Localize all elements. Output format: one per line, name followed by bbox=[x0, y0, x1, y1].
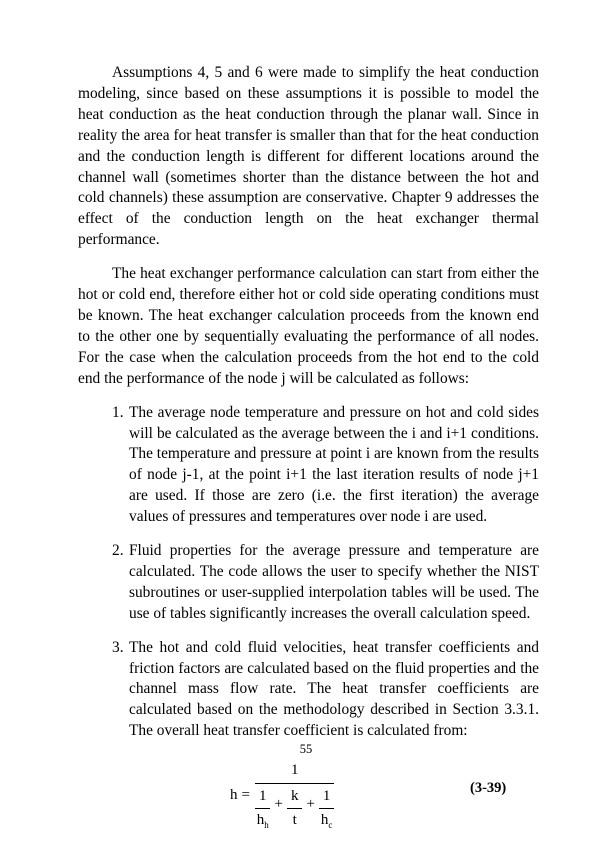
list-item-number: 3. bbox=[112, 638, 124, 656]
term-denominator bbox=[319, 809, 335, 831]
list-item bbox=[78, 638, 539, 743]
page-number: 55 bbox=[299, 742, 313, 756]
equation-number-label: (3-39) bbox=[470, 780, 507, 797]
equation-main-numerator: 1 bbox=[255, 760, 334, 784]
plus-sign: + bbox=[306, 796, 315, 813]
term-den-base: h bbox=[256, 812, 265, 828]
term-numerator: k bbox=[287, 786, 303, 809]
list-item bbox=[78, 541, 539, 625]
term-numerator: 1 bbox=[319, 786, 335, 809]
list-item-text: The hot and cold fluid velocities, heat transfer coefficients and friction factors are calculated based on the fluid properties and the channel mass flow rate. The heat transfer coefficients are calculated based on the methodology described in Section 3.3.1. The overall heat transfer coefficient is calculated from: bbox=[129, 638, 539, 740]
term-den-base: t bbox=[292, 812, 297, 828]
term-den-subscript: c bbox=[328, 820, 333, 830]
equation-main-denominator bbox=[255, 784, 334, 831]
term-denominator bbox=[255, 809, 271, 831]
term-den-subscript: h bbox=[264, 820, 269, 830]
numbered-list bbox=[78, 403, 539, 743]
list-item-number: 2. bbox=[112, 542, 124, 560]
equation-equals-sign: = bbox=[241, 787, 250, 804]
term-numerator: 1 bbox=[255, 786, 271, 809]
term-denominator bbox=[287, 809, 303, 831]
paragraph-performance-calculation: The heat exchanger performance calculation can start from either the hot or cold end, therefore either hot or cold side operating conditions must be known. The heat exchanger calculation proceeds from the known end to the other one by sequentially evaluating the performance of all nodes. For the case when the calculation proceeds from the hot end to the cold end the performance of the node j will be calculated as follows: bbox=[78, 265, 539, 387]
list-item-text: Fluid properties for the average pressure and temperature are calculated. The code allows the user to specify whether the NIST subroutines or user-supplied interpolation tables will be used. The use of tables significantly increases the overall calculation speed. bbox=[129, 542, 539, 622]
equation-lhs: h bbox=[230, 787, 238, 804]
equation-term-cold-film bbox=[319, 786, 335, 831]
equation-term-wall-conduction bbox=[287, 786, 303, 831]
list-item bbox=[78, 403, 539, 528]
paragraph-assumptions: Assumptions 4, 5 and 6 were made to simplify the heat conduction modeling, since based on these assumptions it is possible to model the heat conduction as the heat conduction through the planar wall. Since in reality the area for heat transfer is smaller than that for the heat conduction and the conduction length is different for different locations around the channel wall (sometimes shorter than the distance between the hot and cold channels) these assumption are conservative. Chapter 9 addresses the effect of the conduction length on the heat exchanger thermal performance. bbox=[78, 64, 539, 249]
list-item-number: 1. bbox=[112, 403, 124, 421]
equation-main-fraction bbox=[255, 760, 334, 831]
equation-row bbox=[78, 756, 539, 842]
equation-heat-transfer-coefficient bbox=[230, 760, 334, 831]
list-item-text: The average node temperature and pressure on hot and cold sides will be calculated as the average between the i and i+1 conditions. The temperature and pressure at point i are known from the results of node j-1, at the point i+1 the last iteration results of node j+1 are used. If those are zero (i.e. the first iteration) the average values of pressures and temperatures over node i are used. bbox=[129, 403, 539, 526]
plus-sign: + bbox=[274, 796, 283, 813]
page-content bbox=[78, 63, 539, 842]
term-den-base: h bbox=[320, 812, 329, 828]
equation-term-hot-film bbox=[255, 786, 271, 831]
